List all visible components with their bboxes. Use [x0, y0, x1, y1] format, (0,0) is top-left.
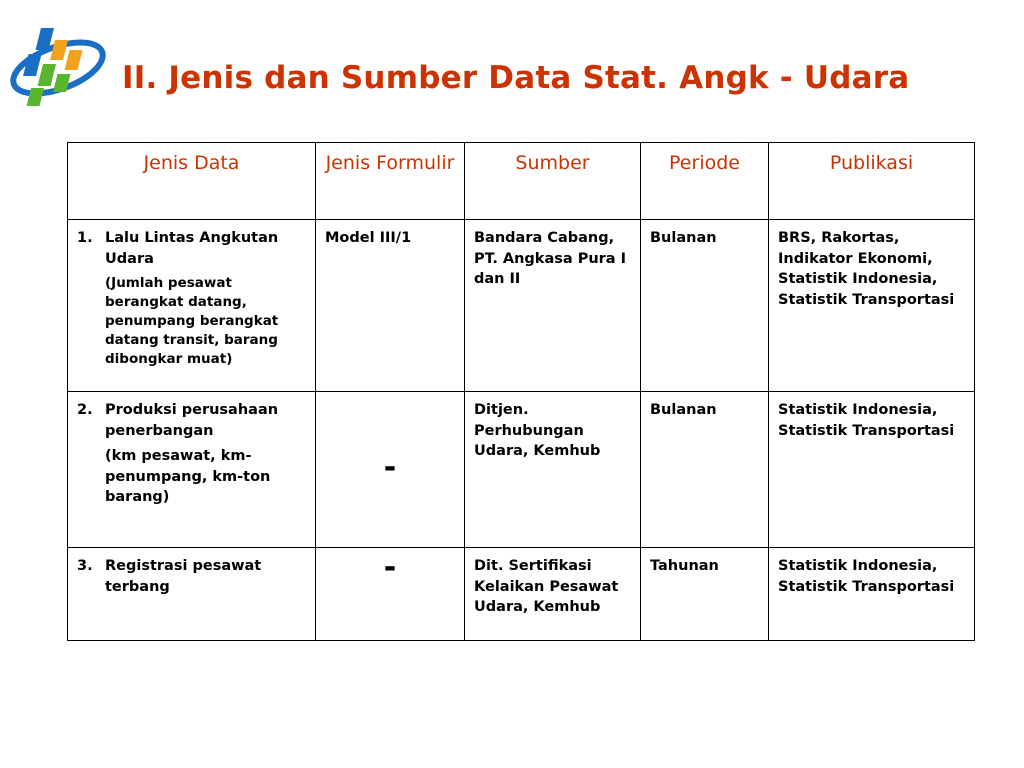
row-number: 3. [77, 558, 93, 574]
jenis-data-detail: (km pesawat, km-penumpang, km-ton barang) [105, 448, 271, 505]
header-jenis-data: Jenis Data [68, 143, 316, 220]
table-header-row [68, 143, 975, 220]
header-jenis-formulir: Jenis Formulir [316, 143, 465, 220]
jenis-data-title: Produksi perusahaan penerbangan [105, 402, 279, 439]
jenis-data-title: Lalu Lintas Angkutan Udara [105, 230, 279, 267]
empty-dash: - [383, 450, 397, 485]
table-row [68, 548, 975, 641]
cell-sumber: Bandara Cabang, PT. Angkasa Pura I dan II [465, 220, 641, 392]
cell-periode: Bulanan [641, 392, 769, 548]
cell-sumber: Dit. Sertifikasi Kelaikan Pesawat Udara, Kemhub [465, 548, 641, 641]
row-number: 2. [77, 402, 93, 418]
header-periode: Periode [641, 143, 769, 220]
cell-publikasi: Statistik Indonesia, Statistik Transportasi [769, 548, 975, 641]
header-sumber: Sumber [465, 143, 641, 220]
cell-periode: Tahunan [641, 548, 769, 641]
cell-jenis-data [68, 220, 316, 392]
bps-logo-icon [6, 24, 114, 110]
table-row [68, 220, 975, 392]
cell-jenis-data [68, 548, 316, 641]
header-publikasi: Publikasi [769, 143, 975, 220]
page-title: II. Jenis dan Sumber Data Stat. Angk - Udara [122, 60, 910, 96]
table-row [68, 392, 975, 548]
jenis-data-title: Registrasi pesawat terbang [105, 558, 262, 595]
empty-dash: - [383, 550, 397, 585]
cell-publikasi: Statistik Indonesia, Statistik Transportasi [769, 392, 975, 548]
cell-jenis-formulir: Model III/1 [316, 220, 465, 392]
cell-publikasi: BRS, Rakortas, Indikator Ekonomi, Statistik Indonesia, Statistik Transportasi [769, 220, 975, 392]
cell-jenis-data [68, 392, 316, 548]
cell-jenis-formulir [316, 548, 465, 641]
cell-periode: Bulanan [641, 220, 769, 392]
row-number: 1. [77, 230, 93, 246]
data-source-table [67, 142, 975, 641]
jenis-data-detail: (Jumlah pesawat berangkat datang, penumpang berangkat datang transit, barang dibongkar muat) [105, 275, 279, 367]
cell-sumber: Ditjen. Perhubungan Udara, Kemhub [465, 392, 641, 548]
cell-jenis-formulir [316, 392, 465, 548]
